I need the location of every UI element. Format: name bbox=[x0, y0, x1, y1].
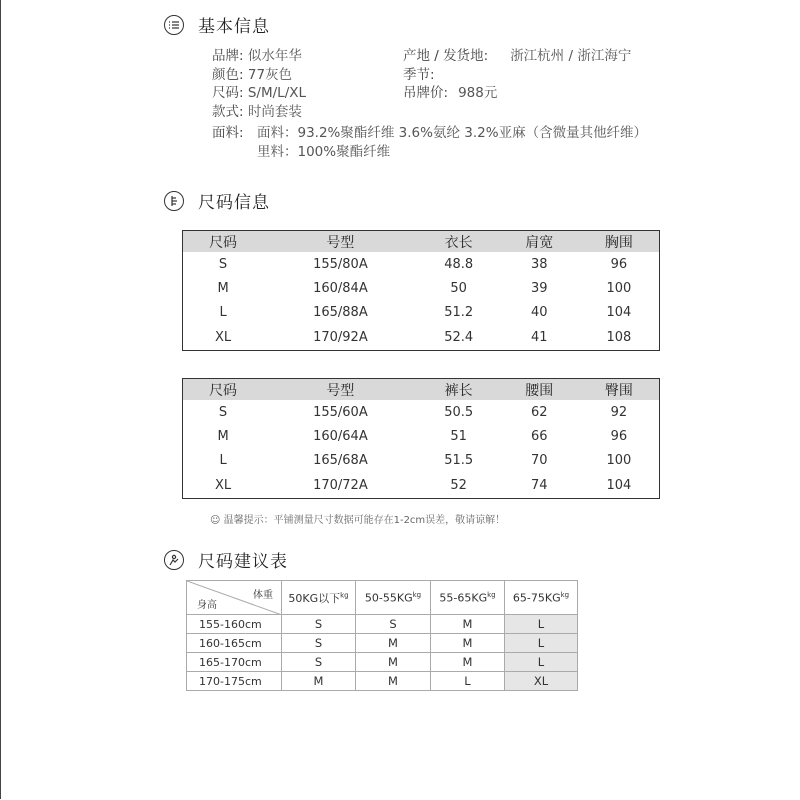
table-row: L 165/68A 51.5 70 100 bbox=[219, 452, 632, 468]
table-row: 170-175cm M M L XL bbox=[187, 672, 578, 691]
info-color: 颜色: 77灰色 bbox=[212, 66, 293, 83]
measurement-tip: ☺ 温馨提示：平铺测量尺寸数据可能存在1-2cm误差，敬请谅解！ bbox=[210, 515, 506, 526]
size-recommend-table bbox=[186, 580, 578, 691]
weight-col: $55-65KG^{kg}$ bbox=[431, 581, 505, 615]
info-brand: 品牌: 似水年华 bbox=[212, 48, 302, 64]
recommend-header bbox=[164, 547, 288, 572]
weight-label: 体重 bbox=[253, 590, 273, 601]
size-info-title: 尺码信息 bbox=[198, 193, 270, 213]
weight-col: 50KG以下$^{kg}$ bbox=[282, 581, 356, 615]
basic-info-right bbox=[403, 47, 631, 103]
info-origin: 产地 / 发货地: 浙江杭州 / 浙江海宁 bbox=[403, 48, 632, 64]
table-row: S 155/80A 48.8 38 96 bbox=[218, 256, 628, 272]
table-row: 165-170cm S M M L bbox=[187, 653, 578, 672]
table-header-row: 尺码 号型 裤长 腰围 臀围 bbox=[183, 379, 660, 401]
table-row: XL 170/72A 52 74 104 bbox=[214, 477, 632, 493]
recommend-title: 尺码建议表 bbox=[198, 552, 288, 572]
basic-info-left bbox=[212, 47, 306, 121]
table-header-row: 尺码 号型 衣长 肩宽 胸围 bbox=[183, 231, 660, 253]
table-row: L 165/88A 51.2 40 104 bbox=[219, 304, 632, 320]
table-row: XL 170/92A 52.4 41 108 bbox=[214, 329, 632, 345]
table-row: 155-160cm S S M L bbox=[187, 615, 578, 634]
info-price: 吊牌价: 988元 bbox=[403, 85, 498, 101]
list-icon bbox=[164, 15, 184, 35]
table-row: M 160/64A 51 66 96 bbox=[217, 428, 628, 444]
table-row: 160-165cm S M M L bbox=[187, 634, 578, 653]
top-size-table bbox=[182, 230, 660, 351]
fabric-line-outer: 面料：93.2%聚酯纤维 3.6%氨纶 3.2%亚麻（含微量其他纤维） bbox=[257, 125, 648, 141]
weight-col: $65-75KG^{kg}$ bbox=[505, 581, 578, 615]
bottom-size-table bbox=[182, 378, 660, 499]
basic-info-header bbox=[164, 12, 270, 37]
basic-info-title: 基本信息 bbox=[198, 17, 270, 37]
table-row: S 155/60A 50.5 62 92 bbox=[218, 404, 628, 420]
ruler-icon bbox=[164, 191, 184, 211]
fabric-label: 面料: bbox=[212, 125, 244, 141]
table-header-row bbox=[187, 581, 578, 615]
info-season: 季节: bbox=[403, 66, 435, 83]
weight-col: $50-55KG^{kg}$ bbox=[356, 581, 431, 615]
info-size: 尺码: S/M/L/XL bbox=[212, 85, 307, 101]
table-row: M 160/84A 50 39 100 bbox=[217, 280, 632, 296]
size-info-header bbox=[164, 188, 270, 213]
height-label: 身高 bbox=[197, 600, 217, 611]
corner-cell bbox=[187, 581, 282, 615]
fabric-line-lining: 里料：100%聚酯纤维 bbox=[257, 143, 391, 160]
info-style: 款式: 时尚套装 bbox=[212, 103, 302, 120]
fabric-info bbox=[212, 124, 647, 161]
person-icon bbox=[164, 550, 184, 570]
